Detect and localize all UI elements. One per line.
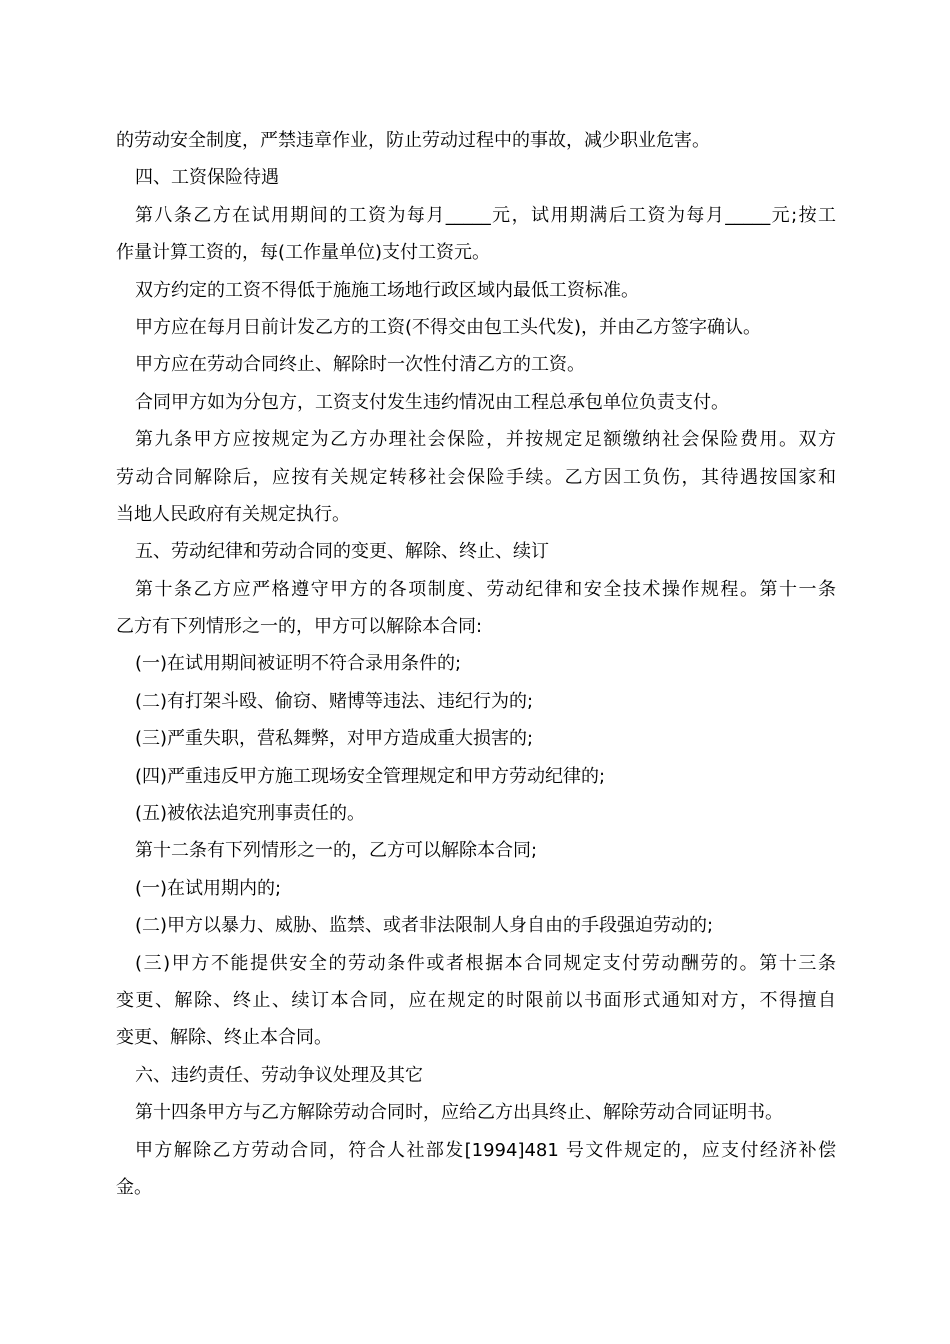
paragraph-line: (一)在试用期内的; bbox=[135, 877, 282, 899]
paragraph-line: 的劳动安全制度，严禁违章作业，防止劳动过程中的事故，减少职业危害。 bbox=[116, 130, 710, 151]
paragraph-line: 甲方解除乙方劳动合同，符合人社部发[1994]481 号文件规定的，应支付经济补偿 bbox=[135, 1139, 836, 1161]
paragraph-line: 合同甲方如为分包方，工资支付发生违约情况由工程总承包单位负责支付。 bbox=[135, 391, 729, 413]
paragraph-line: 第九条甲方应按规定为乙方办理社会保险，并按规定足额缴纳社会保险费用。双方 bbox=[135, 429, 836, 451]
paragraph-line: 第十四条甲方与乙方解除劳动合同时，应给乙方出具终止、解除劳动合同证明书。 bbox=[135, 1102, 783, 1124]
paragraph-line: (四)严重违反甲方施工现场安全管理规定和甲方劳动纪律的; bbox=[135, 765, 606, 787]
paragraph-line: 变更、解除、终止本合同。 bbox=[116, 1027, 332, 1049]
paragraph-line: (五)被依法追究刑事责任的。 bbox=[135, 803, 366, 825]
paragraph-line: (二)有打架斗殴、偷窃、赌博等违法、违纪行为的; bbox=[135, 690, 534, 712]
paragraph-line: (三)甲方不能提供安全的劳动条件或者根据本合同规定支付劳动酬劳的。第十三条 bbox=[135, 952, 836, 974]
paragraph-line: 劳动合同解除后，应按有关规定转移社会保险手续。乙方因工负伤，其待遇按国家和 bbox=[116, 466, 836, 488]
paragraph-line: 四、工资保险待遇 bbox=[135, 167, 279, 189]
paragraph-line: 金。 bbox=[116, 1176, 152, 1198]
paragraph-line: 六、违约责任、劳动争议处理及其它 bbox=[135, 1064, 423, 1086]
paragraph-line: 五、劳动纪律和劳动合同的变更、解除、终止、续订 bbox=[135, 541, 549, 563]
document-body bbox=[116, 122, 836, 1206]
paragraph-line: 乙方有下列情形之一的，甲方可以解除本合同: bbox=[116, 616, 483, 638]
paragraph-line: 作量计算工资的，每(工作量单位)支付工资元。 bbox=[116, 242, 491, 264]
paragraph-line: 第十二条有下列情形之一的，乙方可以解除本合同; bbox=[135, 840, 538, 862]
paragraph-line: (三)严重失职，营私舞弊，对甲方造成重大损害的; bbox=[135, 728, 534, 750]
paragraph-line: 当地人民政府有关规定执行。 bbox=[116, 503, 350, 525]
paragraph-line: (一)在试用期间被证明不符合录用条件的; bbox=[135, 653, 462, 675]
paragraph-line: (二)甲方以暴力、威胁、监禁、或者非法限制人身自由的手段强迫劳动的; bbox=[135, 915, 714, 937]
paragraph-line: 第八条乙方在试用期间的工资为每月_____元，试用期满后工资为每月_____元;按工 bbox=[135, 204, 836, 226]
paragraph-line: 甲方应在劳动合同终止、解除时一次性付清乙方的工资。 bbox=[135, 354, 585, 376]
paragraph-line: 甲方应在每月日前计发乙方的工资(不得交由包工头代发)，并由乙方签字确认。 bbox=[135, 316, 762, 338]
paragraph-line: 第十条乙方应严格遵守甲方的各项制度、劳动纪律和安全技术操作规程。第十一条 bbox=[135, 578, 836, 600]
paragraph-line: 变更、解除、终止、续订本合同，应在规定的时限前以书面形式通知对方，不得擅自 bbox=[116, 989, 836, 1011]
paragraph-line: 双方约定的工资不得低于施施工场地行政区域内最低工资标准。 bbox=[135, 279, 639, 301]
